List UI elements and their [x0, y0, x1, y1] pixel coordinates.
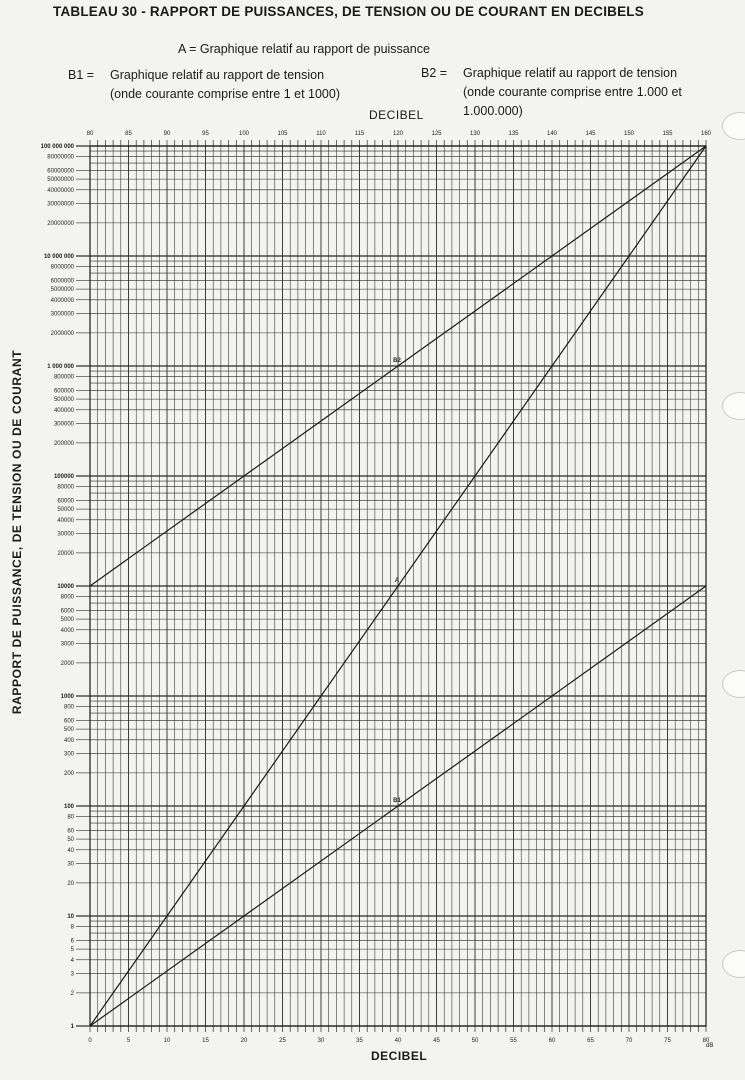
legend-b1-line2: (onde courante comprise entre 1 et 1000) — [110, 87, 340, 101]
y-tick-label: 10000 — [57, 584, 74, 590]
legend-b1-line1: Graphique relatif au rapport de tension — [110, 68, 325, 82]
page-title: TABLEAU 30 - RAPPORT DE PUISSANCES, DE TENSION OU DE COURANT EN DECIBELS — [53, 4, 644, 19]
y-tick-label: 200000 — [53, 440, 74, 447]
y-tick-label: 4000000 — [50, 297, 74, 304]
y-tick-label: 80 — [67, 814, 74, 821]
y-tick-label: 10 — [67, 914, 74, 920]
top-tick-label: 85 — [125, 131, 132, 137]
y-tick-label: 1 000 000 — [47, 364, 74, 370]
y-tick-label: 5000 — [60, 617, 74, 624]
x-unit-label: dB — [706, 1043, 714, 1049]
bottom-tick-label: 60 — [548, 1038, 556, 1044]
series-label-b2: B2 — [393, 358, 401, 364]
top-tick-label: 95 — [202, 131, 209, 137]
top-tick-label: 125 — [431, 131, 442, 137]
y-tick-label: 8 — [70, 924, 74, 931]
bottom-tick-label: 20 — [240, 1038, 248, 1044]
y-tick-label: 5 — [70, 947, 74, 954]
series-label-b1: B1 — [393, 798, 401, 804]
y-tick-label: 200 — [63, 770, 74, 777]
bottom-tick-label: 40 — [394, 1038, 402, 1044]
bottom-tick-label: 30 — [317, 1038, 325, 1044]
top-tick-label: 135 — [508, 131, 519, 137]
y-tick-label: 3 — [70, 971, 74, 978]
y-tick-label: 500 — [63, 727, 74, 734]
top-tick-label: 130 — [469, 131, 481, 137]
y-tick-label: 2000 — [60, 660, 74, 667]
y-tick-label: 80000 — [57, 484, 74, 491]
bottom-tick-label: 35 — [356, 1038, 363, 1044]
y-tick-label: 1000 — [60, 694, 74, 700]
y-tick-label: 100 — [63, 804, 74, 810]
y-tick-label: 20 — [67, 880, 74, 887]
legend-a: A = Graphique relatif au rapport de puissance — [178, 42, 430, 56]
top-tick-label: 110 — [316, 131, 326, 137]
y-tick-label: 300 — [63, 751, 74, 758]
y-tick-label: 40000000 — [47, 187, 74, 194]
bottom-axis-label: DECIBEL — [371, 1049, 428, 1063]
y-tick-label: 20000000 — [47, 220, 74, 227]
top-tick-label: 150 — [623, 131, 635, 137]
y-tick-label: 60 — [67, 828, 74, 835]
y-tick-label: 2000000 — [50, 330, 74, 337]
y-tick-label: 100 000 000 — [40, 144, 74, 150]
legend-b1-key: B1 = — [68, 68, 95, 82]
y-tick-label: 800 — [63, 704, 74, 711]
y-tick-label: 30 — [67, 861, 74, 868]
y-tick-label: 30000 — [57, 531, 74, 538]
y-tick-label: 6000000 — [50, 278, 74, 285]
bottom-tick-label: 80 — [702, 1038, 710, 1044]
top-tick-label: 160 — [700, 131, 712, 137]
y-tick-label: 40 — [67, 847, 74, 854]
y-tick-label: 400000 — [53, 407, 74, 414]
bottom-tick-label: 0 — [88, 1038, 92, 1044]
y-axis-label: RAPPORT DE PUISSANCE, DE TENSION OU DE COURANT — [10, 349, 24, 715]
y-tick-label: 600 — [63, 718, 74, 725]
bottom-tick-label: 5 — [126, 1038, 131, 1044]
bottom-tick-label: 10 — [163, 1038, 171, 1044]
top-tick-label: 120 — [392, 131, 404, 137]
y-tick-label: 60000 — [57, 498, 74, 505]
y-tick-label: 800000 — [53, 374, 74, 381]
y-tick-label: 50 — [67, 837, 74, 844]
top-tick-label: 140 — [546, 131, 558, 137]
bottom-tick-label: 65 — [587, 1038, 594, 1044]
y-tick-label: 2 — [70, 990, 74, 997]
y-tick-label: 50000000 — [47, 177, 74, 184]
series-label-a: A — [394, 578, 400, 584]
y-tick-label: 6000 — [60, 608, 74, 615]
bottom-tick-label: 25 — [279, 1038, 286, 1044]
bottom-tick-label: 70 — [625, 1038, 633, 1044]
y-tick-label: 1 — [70, 1024, 74, 1030]
top-tick-label: 80 — [86, 131, 94, 137]
bottom-tick-label: 15 — [202, 1038, 209, 1044]
y-tick-label: 3000000 — [50, 311, 74, 318]
top-tick-label: 155 — [662, 131, 673, 137]
y-tick-label: 300000 — [53, 421, 74, 428]
y-tick-label: 60000000 — [47, 168, 74, 175]
y-tick-label: 20000 — [57, 550, 74, 557]
y-tick-label: 6 — [70, 938, 74, 945]
legend-b2-line2: (onde courante comprise entre 1.000 et — [463, 85, 682, 99]
legend-b2-line1: Graphique relatif au rapport de tension — [463, 66, 678, 80]
y-tick-label: 3000 — [60, 641, 74, 648]
y-tick-label: 40000 — [57, 517, 74, 524]
bottom-tick-label: 55 — [510, 1038, 517, 1044]
top-tick-label: 145 — [585, 131, 596, 137]
legend-b2-key: B2 = — [421, 66, 448, 80]
y-tick-label: 4 — [70, 957, 74, 964]
top-tick-label: 90 — [163, 131, 171, 137]
bottom-tick-label: 50 — [471, 1038, 479, 1044]
bottom-tick-label: 75 — [664, 1038, 671, 1044]
y-tick-label: 8000 — [60, 594, 74, 601]
y-tick-label: 30000000 — [47, 201, 74, 208]
top-tick-label: 100 — [238, 131, 250, 137]
top-axis-label: DECIBEL — [369, 108, 424, 122]
y-tick-label: 8000000 — [50, 264, 74, 271]
y-tick-label: 400 — [63, 737, 74, 744]
y-tick-label: 500000 — [53, 397, 74, 404]
y-tick-label: 600000 — [53, 388, 74, 395]
y-tick-label: 80000000 — [47, 154, 74, 161]
bottom-tick-label: 45 — [433, 1038, 440, 1044]
y-tick-label: 10 000 000 — [43, 254, 74, 260]
y-tick-label: 5000000 — [50, 287, 74, 294]
top-tick-label: 105 — [277, 131, 288, 137]
legend-b2-line3: 1.000.000) — [463, 104, 523, 118]
top-tick-label: 115 — [354, 131, 365, 137]
y-tick-label: 50000 — [57, 507, 74, 514]
y-tick-label: 100000 — [53, 474, 74, 480]
y-tick-label: 4000 — [60, 627, 74, 634]
